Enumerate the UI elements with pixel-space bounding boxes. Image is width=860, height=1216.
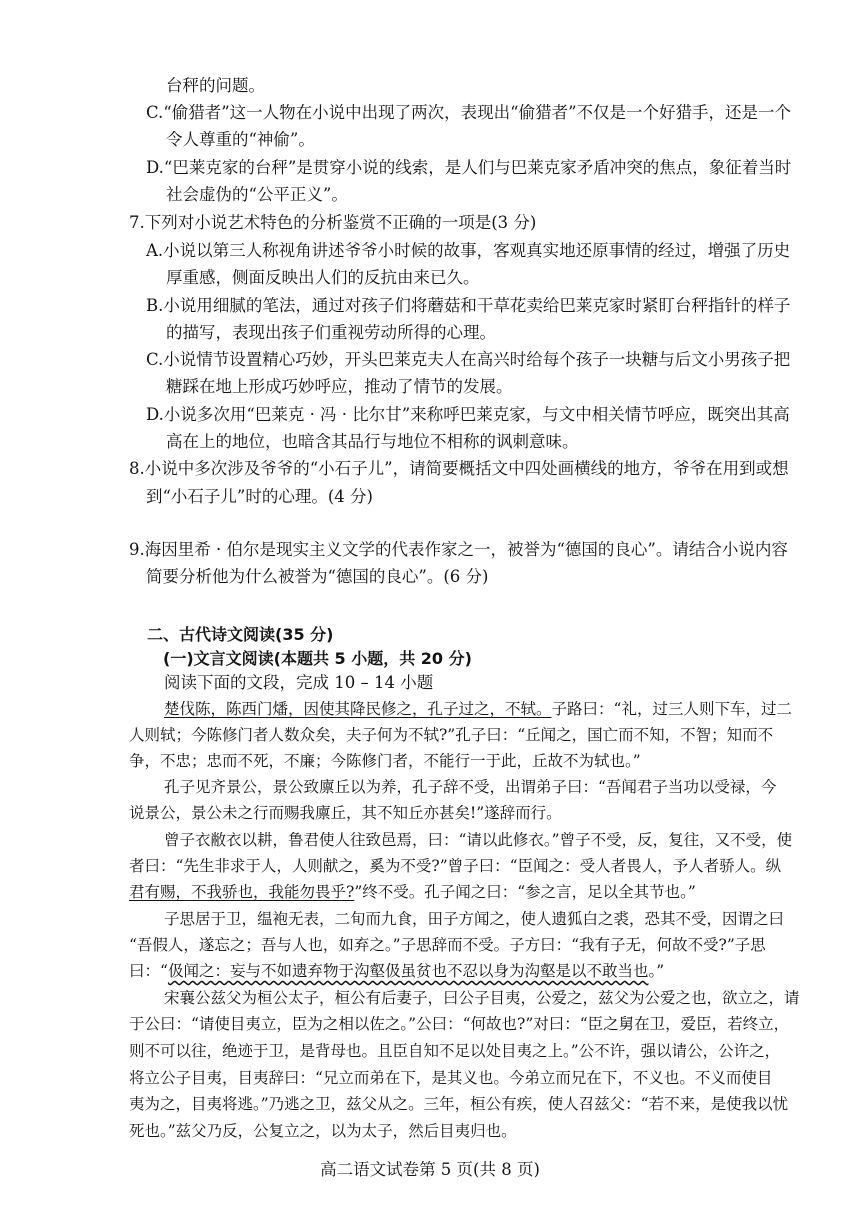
- passage-text: 。”: [648, 962, 665, 980]
- passage-line: 于公曰：“请使目夷立，臣为之相以佐之。”公曰：“何故也?”对曰：“臣之舅在卫，爱臣，若终立，: [129, 1015, 790, 1033]
- passage-paragraph-1: [164, 697, 792, 721]
- passage-paragraph-5: 宋襄公兹父为桓公太子，桓公有后妻子，曰公子目夷，公爱之，兹父为公爱之也，欲立之，请: [164, 989, 800, 1007]
- underlined-sentence: 君有赐，不我骄也，我能勿畏乎?: [129, 883, 355, 901]
- text-line: C.小说情节设置精心巧妙，开头巴莱克夫人在高兴时给每个孩子一块糖与后文小男孩子把: [146, 350, 791, 369]
- passage-paragraph-2: 孔子见齐景公，景公致廪丘以为养，孔子辞不受，出谓弟子曰：“吾闻君子当功以受禄，今: [164, 778, 777, 796]
- passage-line: 夷为之，目夷将逃。”乃逃之卫，兹父从之。三年，桓公有疾，使人召兹父：“若不来，是使我以忧: [129, 1095, 789, 1113]
- text-line: 7.下列对小说艺术特色的分析鉴赏不正确的一项是(3 分): [129, 213, 537, 232]
- text-line: 到“小石子儿”时的心理。(4 分): [146, 487, 373, 506]
- passage-text: 子路曰：“礼，过三人则下车，过二: [551, 700, 792, 718]
- passage-paragraph-4: 子思居于卫，缊袍无表，二旬而九食，田子方闻之，使人遗狐白之裘，恐其不受，因谓之曰: [164, 910, 785, 928]
- text-line: 9.海因里希 · 伯尔是现实主义文学的代表作家之一，被誉为“德国的良心”。请结合小说内容: [129, 540, 788, 559]
- passage-paragraph-3: 曾子衣敝衣以耕，鲁君使人往致邑焉，曰：“请以此修衣。”曾子不受，反，复往，又不受，使: [164, 831, 793, 849]
- passage-line: 将立公子目夷，目夷辞曰：“兄立而弟在下，是其义也。今弟立而兄在下，不义也。不义而使目: [129, 1069, 773, 1087]
- text-line: 简要分析他为什么被誉为“德国的良心”。(6 分): [146, 567, 489, 586]
- passage-text: 曰：“: [129, 962, 168, 980]
- passage-text: ”终不受。孔子闻之曰：“参之言，足以全其节也。”: [354, 883, 696, 901]
- text-line: 高在上的地位，也暗含其品行与地位不相称的讽刺意味。: [166, 432, 579, 451]
- text-line: D.小说多次用“巴莱克 · 冯 · 比尔甘”来称呼巴莱克家，与文中相关情节呼应，既突出其高: [146, 405, 790, 424]
- text-line: B.小说用细腻的笔法，通过对孩子们将蘑菇和干草花卖给巴莱克家时紧盯台秤指针的样子: [146, 296, 791, 315]
- text-line: A.小说以第三人称视角讲述爷爷小时候的故事，客观真实地还原事情的经过，增强了历史: [146, 241, 791, 260]
- passage-line: [129, 959, 664, 983]
- text-line: 糖踩在地上形成巧妙呼应，推动了情节的发展。: [166, 377, 513, 396]
- text-line: 8.小说中多次涉及爷爷的“小石子儿”，请简要概括文中四处画横线的地方，爷爷在用到或想: [129, 459, 789, 478]
- text-line: 令人尊重的“神偷”。: [166, 130, 315, 149]
- passage-line: 人则轼；今陈修门者人数众矣，夫子何为不轼?”孔子曰：“丘闻之，国亡而不知，不智；知而不: [129, 726, 774, 744]
- wavy-underlined-sentence: 伋闻之：妄与不如遗弃物于沟壑伋虽贫也不忍以身为沟壑是以不敢当也: [167, 962, 649, 980]
- passage-line: 说景公，景公未之行而赐我廪丘，其不知丘亦甚矣!”遂辞而行。: [129, 804, 562, 822]
- passage-line: 争，不忠；忠而不死，不廉；今陈修门者，不能行一于此，丘故不为轼也。”: [129, 752, 641, 770]
- text-line: 的描写，表现出孩子们重视劳动所得的心理。: [166, 323, 496, 342]
- passage-line: 死也。”兹父乃反，公复立之，以为太子，然后目夷归也。: [129, 1122, 517, 1140]
- section-heading: 二、古代诗文阅读(35 分): [147, 625, 334, 644]
- page-footer: 高二语文试卷第 5 页(共 8 页): [320, 1160, 540, 1179]
- passage-line: 者曰：“先生非求于人，人则献之，奚为不受?”曾子曰：“臣闻之：受人者畏人，予人者骄人。纵: [129, 857, 782, 875]
- passage-line: “吾假人，遂忘之；吾与人也，如弃之。”子思辞而不受。子方曰：“我有子无，何故不受?”子思: [129, 936, 766, 954]
- text-line: 阅读下面的文段，完成 10 – 14 小题: [164, 673, 434, 692]
- text-line: 台秤的问题。: [166, 76, 265, 95]
- text-line: 社会虚伪的“公平正义”。: [166, 185, 348, 204]
- subsection-heading: (一)文言文阅读(本题共 5 小题，共 20 分): [163, 649, 472, 668]
- passage-line: [129, 880, 696, 904]
- text-line: 厚重感，侧面反映出人们的反抗由来已久。: [166, 268, 480, 287]
- passage-line: 则不可以往，绝迹于卫，是背母也。且臣自知不足以处目夷之上。”公不许，强以请公，公许之，: [129, 1042, 781, 1060]
- text-line: C.“偷猎者”这一人物在小说中出现了两次，表现出“偷猎者”不仅是一个好猎手，还是一个: [146, 103, 792, 122]
- underlined-sentence: 楚伐陈，陈西门燔，因使其降民修之，孔子过之，不轼。: [164, 700, 552, 718]
- text-line: D.“巴莱克家的台秤”是贯穿小说的线索，是人们与巴莱克家矛盾冲突的焦点，象征着当时: [146, 158, 792, 177]
